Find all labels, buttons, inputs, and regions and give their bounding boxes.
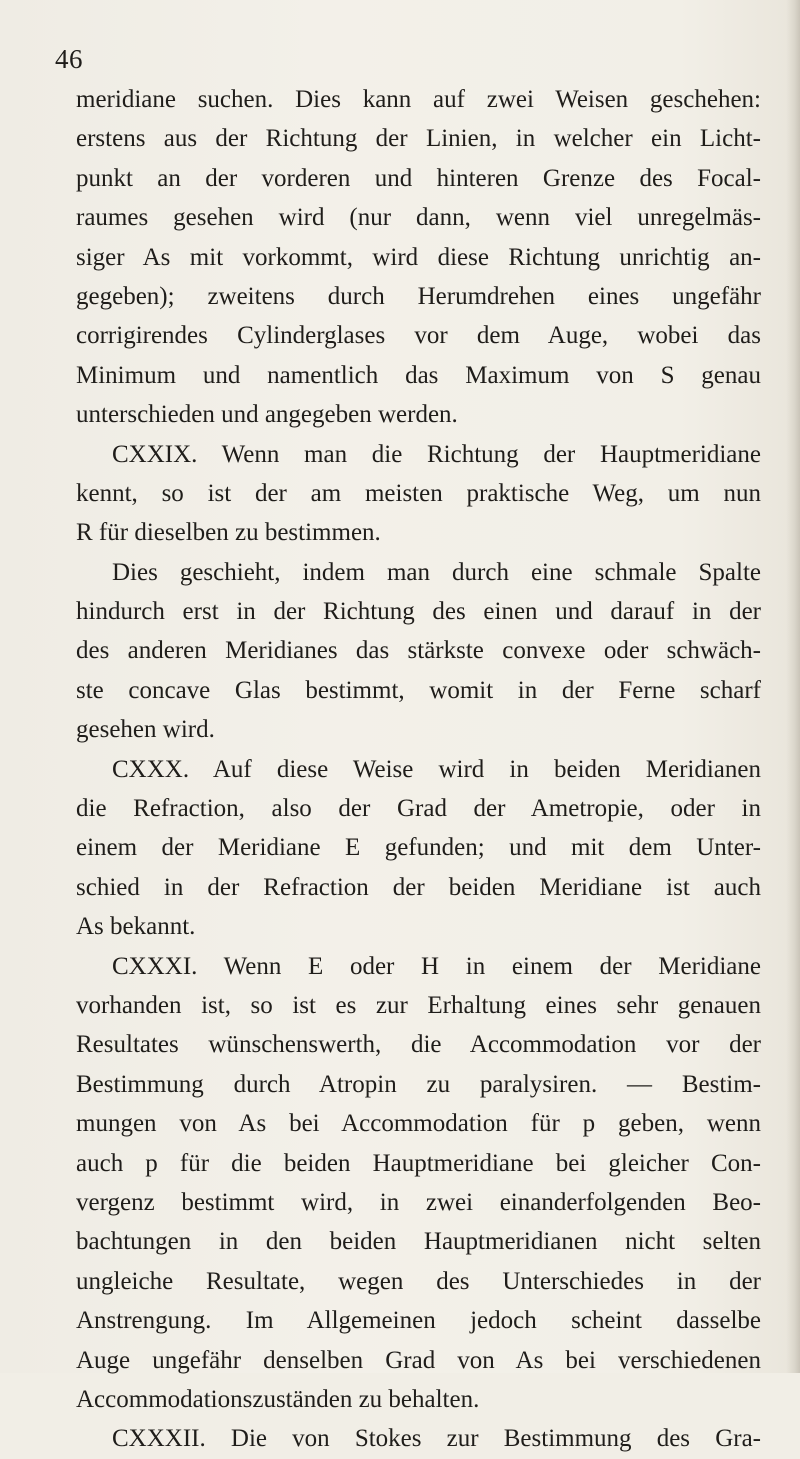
section-heading-line: CXXXI. Wenn E oder H in einem der Meridiane — [112, 952, 761, 980]
text-line: Resultates wünschenswerth, die Accommodation vor der — [76, 1031, 761, 1059]
body-text — [76, 80, 761, 1459]
text-line: meridiane suchen. Dies kann auf zwei Weisen geschehen: — [76, 86, 761, 113]
text-line: Bestimmung durch Atropin zu paralysiren. — Bestim- — [76, 1070, 761, 1098]
text-line: Dies geschieht, indem man durch eine schmale Spalte — [112, 558, 761, 586]
text-line: unterschieden und angegeben werden. — [76, 401, 458, 429]
page-number: 46 — [55, 44, 83, 74]
text-line: mungen von As bei Accommodation für p geben, wenn — [76, 1110, 761, 1138]
text-line: bachtungen in den beiden Hauptmeridianen nicht selten — [76, 1228, 761, 1256]
text-line: schied in der Refraction der beiden Meridiane ist auch — [76, 873, 761, 901]
text-line: gegeben); zweitens durch Herumdrehen eines ungefähr — [76, 282, 761, 310]
text-line: ste concave Glas bestimmt, womit in der Ferne scharf — [76, 676, 761, 704]
text-line: auch p für die beiden Hauptmeridiane bei gleicher Con- — [76, 1149, 761, 1177]
text-line: Minimum und namentlich das Maximum von S genau — [76, 361, 761, 389]
text-line: raumes gesehen wird (nur dann, wenn viel unregelmäs- — [76, 204, 761, 232]
section-heading-line: CXXIX. Wenn man die Richtung der Hauptmeridiane — [112, 440, 761, 468]
text-line: punkt an der vorderen und hinteren Grenze des Focal- — [76, 164, 761, 192]
text-line: Accommodationszuständen zu behalten. — [76, 1385, 480, 1413]
text-line: hindurch erst in der Richtung des einen und darauf in der — [76, 598, 761, 626]
text-line: vorhanden ist, so ist es zur Erhaltung eines sehr genauen — [76, 991, 761, 1019]
text-line: R für dieselben zu bestimmen. — [76, 519, 381, 547]
text-line: gesehen wird. — [76, 716, 215, 744]
text-line: einem der Meridiane E gefunden; und mit dem Unter- — [76, 834, 761, 862]
text-line: vergenz bestimmt wird, in zwei einanderfolgenden Beo- — [76, 1188, 761, 1216]
text-line: die Refraction, also der Grad der Ametropie, oder in — [76, 795, 761, 823]
text-line: des anderen Meridianes das stärkste convexe oder schwäch- — [76, 637, 761, 665]
text-line: As bekannt. — [76, 913, 196, 941]
text-line: corrigirendes Cylinderglases vor dem Auge, wobei das — [76, 322, 761, 350]
section-heading-line: CXXX. Auf diese Weise wird in beiden Meridianen — [112, 755, 761, 783]
text-line: kennt, so ist der am meisten praktische Weg, um nun — [76, 479, 761, 507]
page-edge-shadow — [786, 0, 800, 1373]
text-line: ungleiche Resultate, wegen des Unterschiedes in der — [76, 1267, 761, 1295]
text-line: erstens aus der Richtung der Linien, in welcher ein Licht- — [76, 125, 761, 153]
text-line: siger As mit vorkommt, wird diese Richtung unrichtig an- — [76, 243, 761, 271]
text-line: Anstrengung. Im Allgemeinen jedoch scheint dasselbe — [76, 1307, 761, 1335]
text-line: Auge ungefähr denselben Grad von As bei verschiedenen — [76, 1346, 761, 1374]
section-heading-line: CXXXII. Die von Stokes zur Bestimmung des Gra- — [112, 1425, 761, 1453]
